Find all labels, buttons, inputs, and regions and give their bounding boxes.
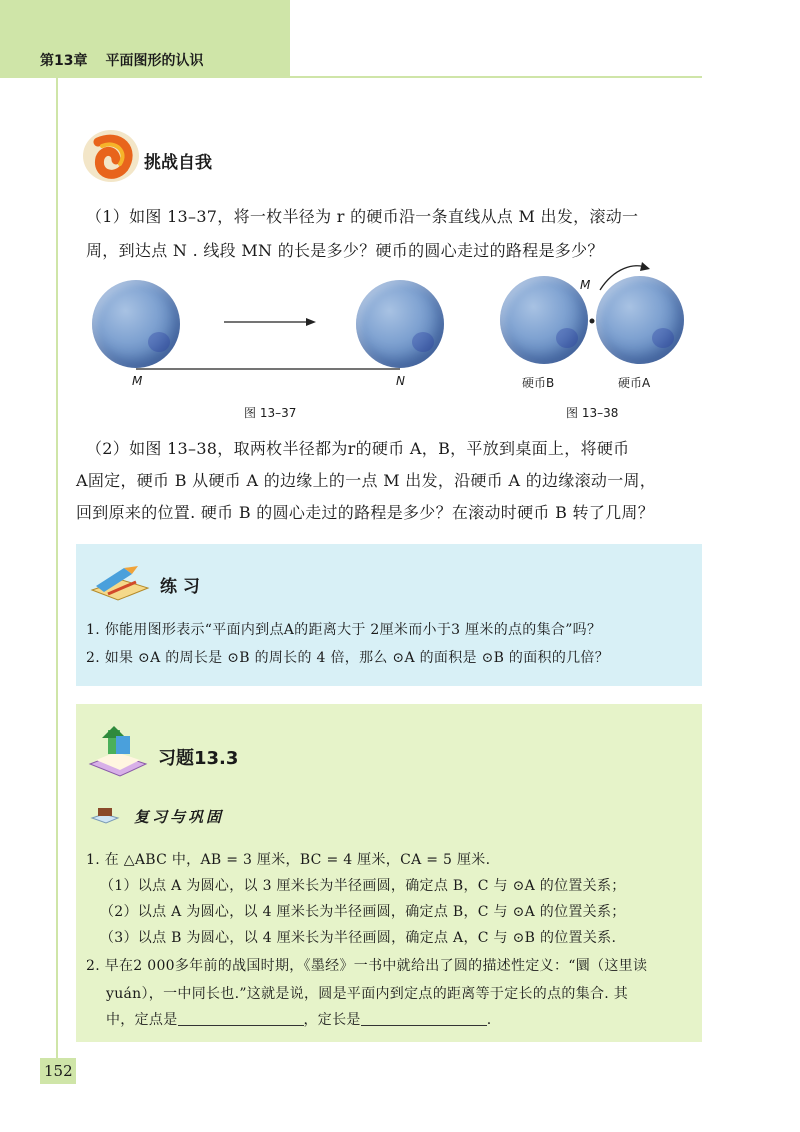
practice-item-1: 1. 你能用图形表示“平面内到点A的距离大于 2厘米而小于3 厘米的点的集合”吗？ [86,622,602,638]
chapter-number: 第13章 [40,53,88,69]
label-coin-b: 硬币B [522,376,555,390]
exercise-q1a: （1）以点 A 为圆心，以 3 厘米长为半径画圆，确定点 B，C 与 ⊙A 的位置关系； [100,878,626,894]
coin-b [500,276,591,364]
exercise-q1: 1. 在 △ABC 中，AB = 3 厘米，BC = 4 厘米，CA = 5 厘米. [86,852,491,868]
q2-text-c: . [486,1012,492,1028]
figure-13-37-caption: 图 13–37 [244,406,297,420]
label-coin-a: 硬币A [618,376,651,390]
exercise-q1c: （3）以点 B 为圆心，以 4 厘米长为半径画圆，确定点 A，C 与 ⊙B 的位置关系. [100,930,617,946]
answer-blank-1[interactable] [178,1011,304,1026]
exercise-q2-line1: 2. 早在2 000多年前的战国时期，《墨经》一书中就给出了圆的描述性定义：“圜（这里读 [86,958,648,974]
exercise-title: 习题13.3 [158,748,239,769]
book-icon [86,724,150,780]
figure-13-38-caption: 图 13–38 [566,406,619,420]
practice-title: 练 习 [160,577,200,597]
q2-text-b: ，定长是 [303,1012,361,1028]
challenge-title: 挑战自我 [144,153,212,173]
exercise-q1b: （2）以点 A 为圆心，以 4 厘米长为半径画圆，确定点 B，C 与 ⊙A 的位置关系； [100,904,626,920]
exercise-q2-line2: yuán），一中同长也.”这就是说，圆是平面内到定点的距离等于定长的点的集合. 其 [106,986,629,1002]
label-m: M [132,374,143,388]
page-number: 152 [44,1062,73,1080]
small-book-icon [90,804,120,826]
exercise-q2-line3 [106,1006,491,1034]
challenge-p1-line1: （1）如图 13–37，将一枚半径为 r 的硬币沿一条直线从点 M 出发，滚动一 [86,207,639,226]
q2-text-a: 中，定点是 [106,1012,178,1028]
label-n: N [396,374,405,388]
chapter-title: 平面图形的认识 [105,53,204,69]
challenge-p2-line1: （2）如图 13–38，取两枚半径都为r的硬币 A，B，平放到桌面上，将硬币 [86,439,630,458]
answer-blank-2[interactable] [361,1011,487,1026]
coin-a [596,276,684,364]
practice-item-2: 2. 如果 ⊙A 的周长是 ⊙B 的周长的 4 倍，那么 ⊙A 的面积是 ⊙B 的面积的几倍？ [86,650,610,666]
pencil-book-icon [88,560,152,604]
challenge-p2-line2: A固定，硬币 B 从硬币 A 的边缘上的一点 M 出发，沿硬币 A 的边缘滚动一周， [76,471,657,490]
exercise-subtitle: 复习与巩固 [134,808,225,826]
label-m-fig2: M [580,278,591,292]
challenge-p2-line3: 回到原来的位置. 硬币 B 的圆心走过的路程是多少？在滚动时硬币 B 转了几周？ [76,503,655,522]
figure-13-37-lines [0,0,800,420]
challenge-p1-line2: 周，到达点 N . 线段 MN 的长是多少？硬币的圆心走过的路程是多少？ [86,241,604,260]
